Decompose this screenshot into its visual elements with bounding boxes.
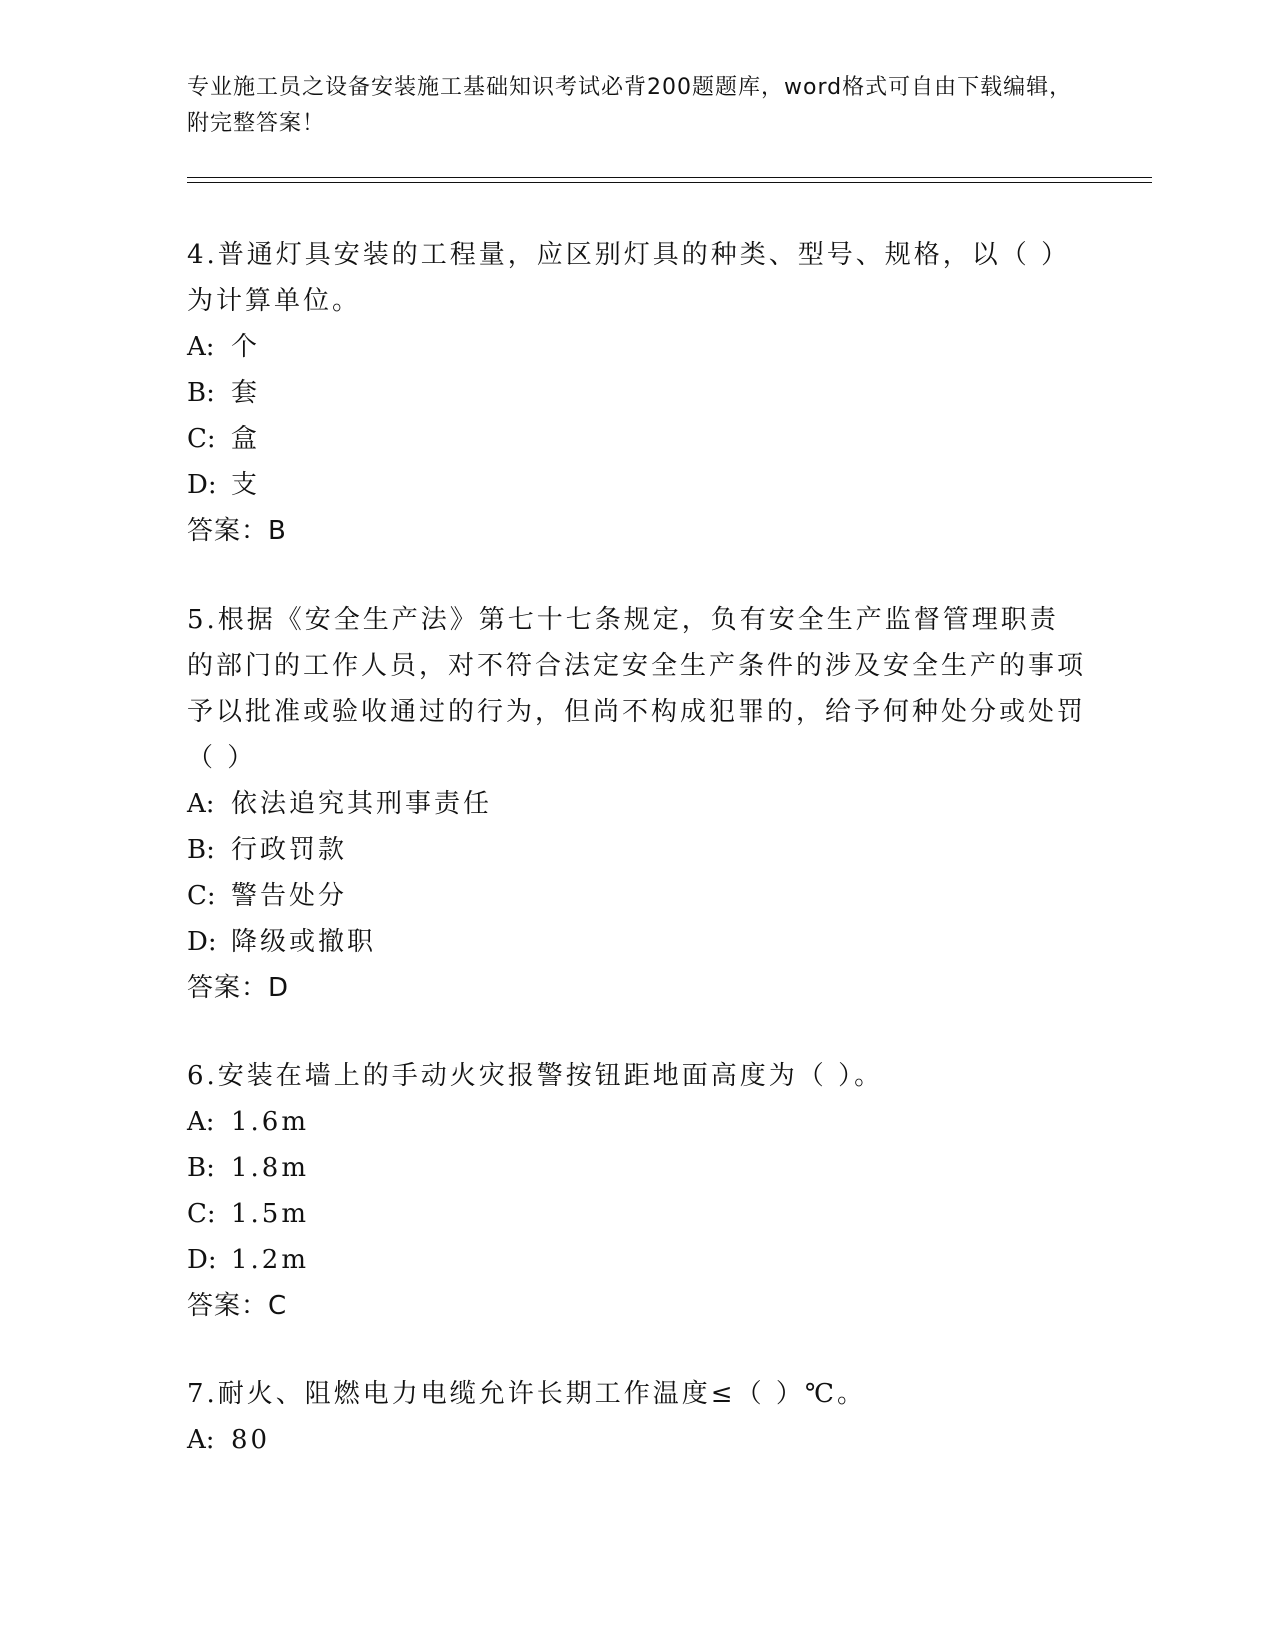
option-b bbox=[187, 1145, 1087, 1191]
option-text: 盒 bbox=[231, 424, 261, 454]
header-divider-top bbox=[187, 177, 1152, 178]
option-text: 警告处分 bbox=[231, 881, 348, 911]
header-divider-bottom bbox=[187, 182, 1152, 183]
option-letter: C: bbox=[187, 881, 216, 911]
option-text: 1.6m bbox=[231, 1107, 310, 1137]
option-b bbox=[187, 827, 1087, 873]
option-text: 1.8m bbox=[231, 1153, 310, 1183]
option-letter: B: bbox=[187, 378, 215, 408]
option-a bbox=[187, 781, 1087, 827]
question-4 bbox=[187, 232, 1087, 554]
option-text: 80 bbox=[231, 1425, 271, 1455]
option-letter: B: bbox=[187, 835, 215, 865]
option-c bbox=[187, 416, 1087, 462]
question-6 bbox=[187, 1053, 1087, 1329]
question-stem: 5.根据《安全生产法》第七十七条规定，负有安全生产监督管理职责的部门的工作人员，对不符合法定安全生产条件的涉及安全生产的事项予以批准或验收通过的行为，但尚不构成犯罪的，给予何种处分或处罚（ ） bbox=[187, 605, 1087, 773]
option-text: 依法追究其刑事责任 bbox=[231, 789, 493, 819]
option-letter: B: bbox=[187, 1153, 215, 1183]
option-letter: D: bbox=[187, 927, 217, 957]
option-text: 支 bbox=[231, 470, 261, 500]
question-7 bbox=[187, 1371, 1087, 1463]
option-a bbox=[187, 1417, 1087, 1463]
option-a bbox=[187, 324, 1087, 370]
option-letter: A: bbox=[187, 1107, 215, 1137]
option-text: 1.5m bbox=[231, 1199, 310, 1229]
option-d bbox=[187, 462, 1087, 508]
option-c bbox=[187, 873, 1087, 919]
document-header: 专业施工员之设备安装施工基础知识考试必背200题题库，word格式可自由下载编辑，附完整答案！ bbox=[187, 75, 1073, 136]
option-d bbox=[187, 1237, 1087, 1283]
option-text: 套 bbox=[231, 378, 261, 408]
option-b bbox=[187, 370, 1087, 416]
option-letter: D: bbox=[187, 1245, 217, 1275]
answer-line: 答案：D bbox=[187, 973, 290, 1003]
option-text: 1.2m bbox=[231, 1245, 310, 1275]
option-text: 降级或撤职 bbox=[231, 927, 377, 957]
option-c bbox=[187, 1191, 1087, 1237]
option-letter: A: bbox=[187, 789, 215, 819]
option-letter: D: bbox=[187, 470, 217, 500]
option-text: 行政罚款 bbox=[231, 835, 348, 865]
answer-line: 答案：C bbox=[187, 1291, 288, 1321]
option-letter: A: bbox=[187, 1425, 215, 1455]
option-letter: C: bbox=[187, 1199, 216, 1229]
answer-line: 答案：B bbox=[187, 516, 287, 546]
question-stem: 7.耐火、阻燃电力电缆允许长期工作温度≤（ ）℃。 bbox=[187, 1379, 866, 1409]
option-a bbox=[187, 1099, 1087, 1145]
option-d bbox=[187, 919, 1087, 965]
question-stem: 6.安装在墙上的手动火灾报警按钮距地面高度为（ ）。 bbox=[187, 1061, 884, 1091]
option-letter: C: bbox=[187, 424, 216, 454]
option-letter: A: bbox=[187, 332, 215, 362]
option-text: 个 bbox=[231, 332, 261, 362]
question-stem: 4.普通灯具安装的工程量，应区别灯具的种类、型号、规格，以（ ）为计算单位。 bbox=[187, 240, 1071, 316]
question-5 bbox=[187, 597, 1087, 1011]
